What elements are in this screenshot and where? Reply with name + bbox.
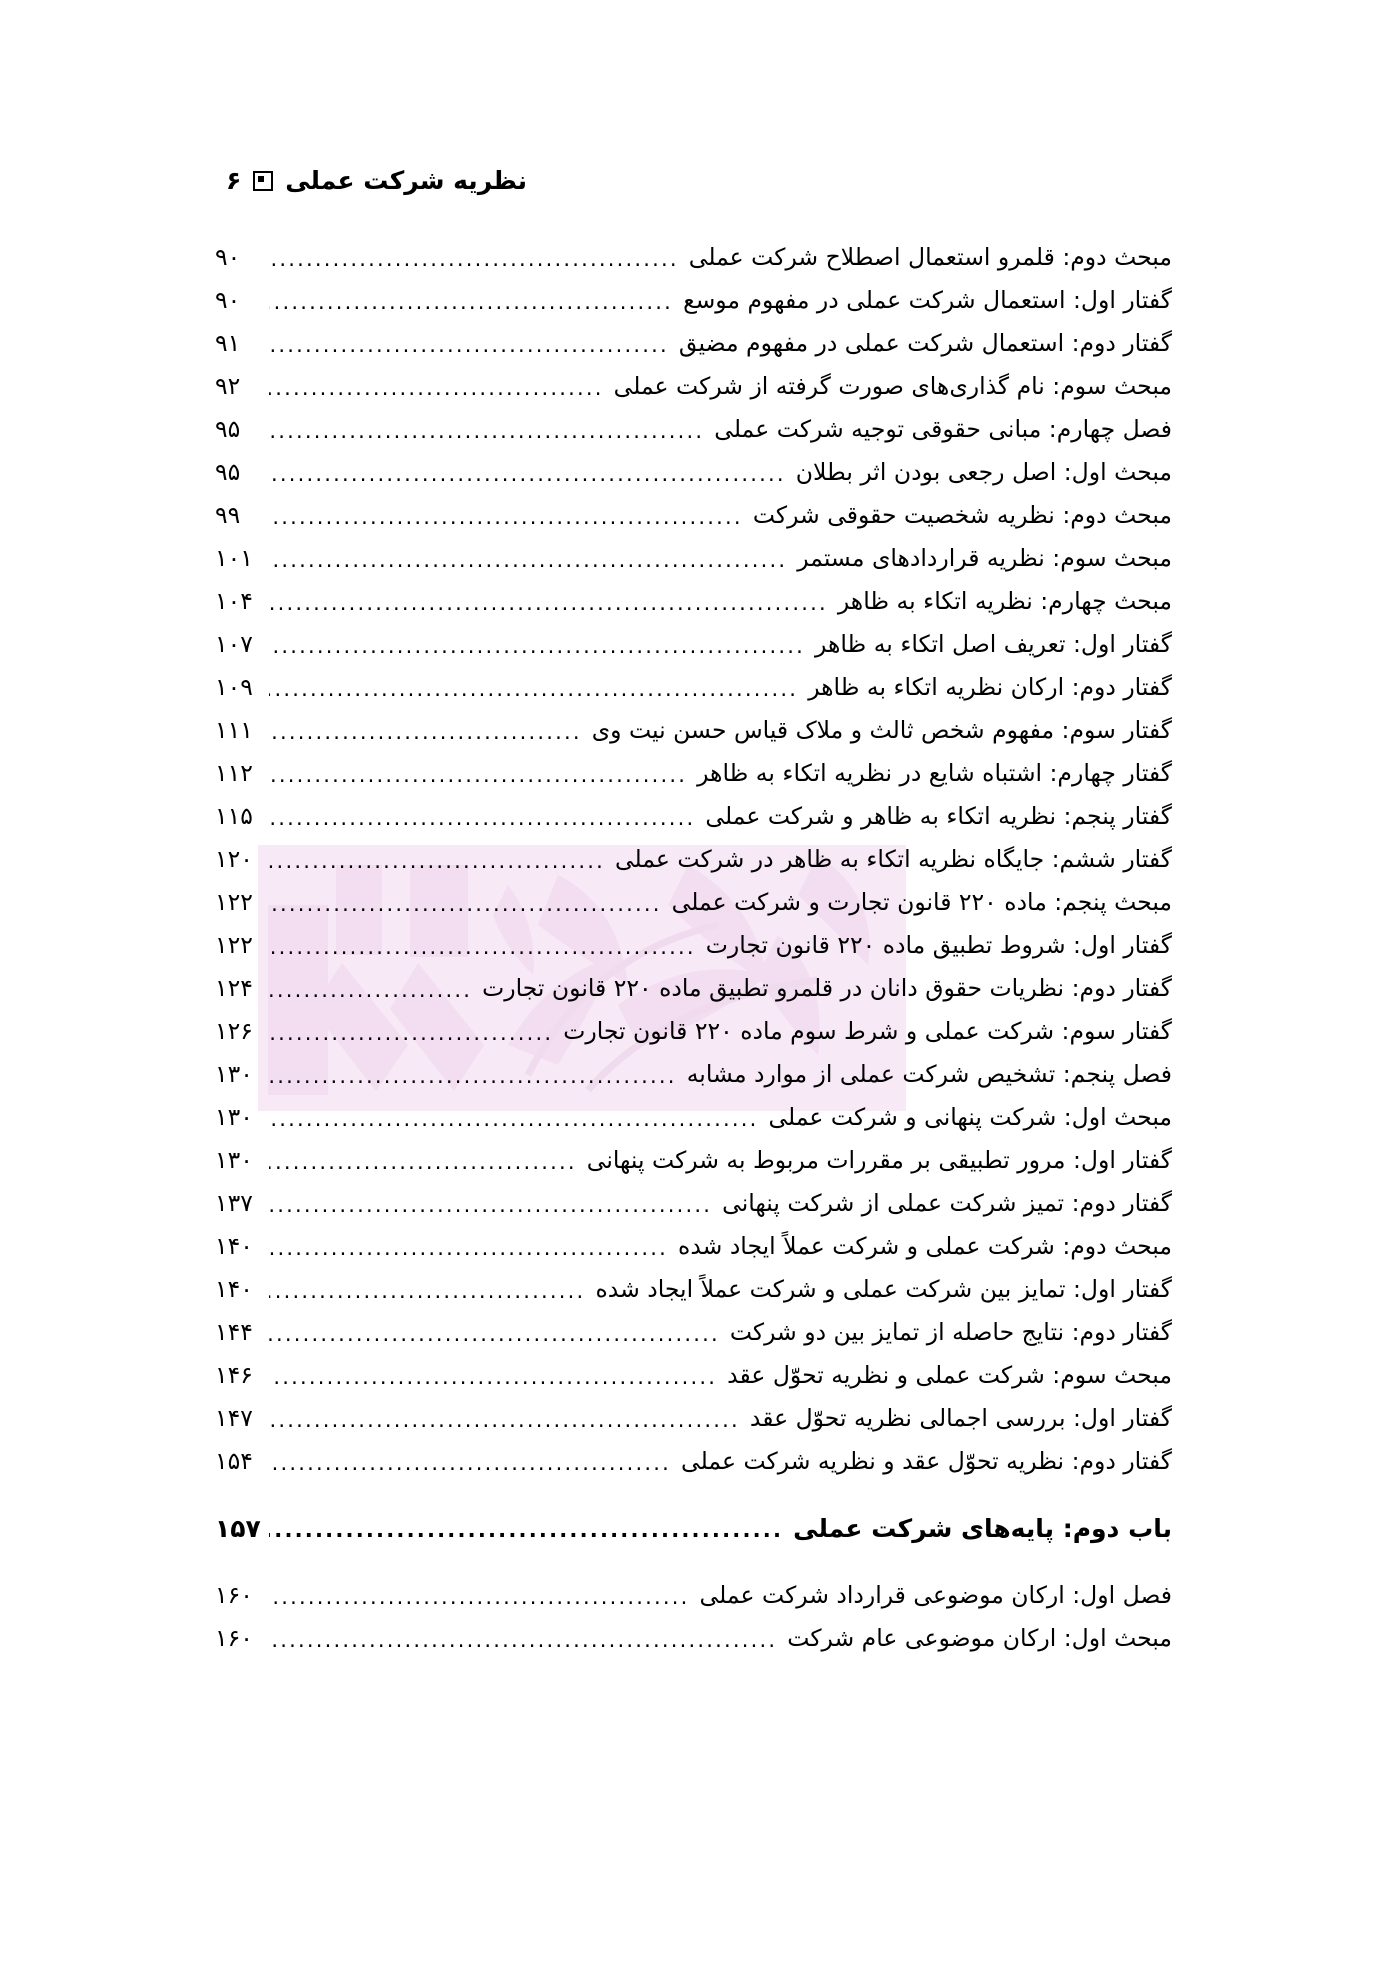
toc-leader-dots bbox=[269, 1584, 690, 1608]
toc-entry[interactable] bbox=[215, 1182, 1172, 1225]
toc-entry-title: گفتار دوم: ارکان نظریه اتکاء به ظاهر bbox=[808, 673, 1172, 701]
toc-leader-dots bbox=[269, 1278, 585, 1302]
toc-leader-dots bbox=[269, 1235, 668, 1259]
toc-leader-dots bbox=[269, 1149, 577, 1173]
toc-entry-page: ۱۵۴ bbox=[215, 1447, 253, 1475]
toc-entry-page: ۹۵ bbox=[215, 415, 241, 443]
toc-entry-page: ۱۶۰ bbox=[215, 1624, 253, 1652]
toc-entry-title: گفتار دوم: تمیز شرکت عملی از شرکت پنهانی bbox=[722, 1189, 1172, 1217]
toc-leader-dots bbox=[269, 1450, 671, 1474]
toc-entry-page: ۹۱ bbox=[215, 329, 241, 357]
toc-entry-title: گفتار دوم: نظریات حقوق دانان در قلمرو تطبیق ماده ۲۲۰ قانون تجارت bbox=[482, 974, 1172, 1002]
toc-entry[interactable] bbox=[215, 1617, 1172, 1660]
toc-entry-page: ۱۴۰ bbox=[215, 1232, 253, 1260]
toc-entry[interactable] bbox=[215, 1096, 1172, 1139]
toc-entry-page: ۱۴۴ bbox=[215, 1318, 253, 1346]
toc-entry-title: مبحث دوم: شرکت عملی و شرکت عملاً ایجاد شده bbox=[678, 1232, 1172, 1260]
toc-entry[interactable] bbox=[215, 408, 1172, 451]
toc-entry-page: ۱۴۷ bbox=[215, 1404, 253, 1432]
toc-entry[interactable] bbox=[215, 1354, 1172, 1397]
toc-entry-title: گفتار اول: مرور تطبیقی بر مقررات مربوط به شرکت پنهانی bbox=[586, 1146, 1172, 1174]
toc-entry-title: گفتار اول: شروط تطبیق ماده ۲۲۰ قانون تجارت bbox=[705, 931, 1172, 959]
toc-leader-dots bbox=[269, 418, 704, 442]
toc-leader-dots bbox=[269, 848, 605, 872]
toc-leader-dots bbox=[269, 1627, 777, 1651]
toc-entry[interactable] bbox=[215, 494, 1172, 537]
header-folio: ۶ bbox=[226, 166, 242, 195]
toc-entry-title: مبحث دوم: قلمرو استعمال اصطلاح شرکت عملی bbox=[688, 243, 1172, 271]
toc-leader-dots bbox=[269, 1020, 553, 1044]
toc-entry-title: گفتار اول: بررسی اجمالی نظریه تحوّل عقد bbox=[749, 1404, 1172, 1432]
toc-entry-page: ۱۰۷ bbox=[215, 630, 253, 658]
toc-entry-title: گفتار ششم: جایگاه نظریه اتکاء به ظاهر در شرکت عملی bbox=[614, 845, 1172, 873]
toc-entry[interactable] bbox=[215, 451, 1172, 494]
toc-leader-dots bbox=[269, 805, 695, 829]
toc-leader-dots bbox=[269, 633, 805, 657]
toc-entry-page: ۱۲۲ bbox=[215, 931, 253, 959]
toc-entry-title: گفتار دوم: نظریه تحوّل عقد و نظریه شرکت عملی bbox=[681, 1447, 1172, 1475]
toc-leader-dots bbox=[269, 719, 582, 743]
toc-entry-title: فصل اول: ارکان موضوعی قرارداد شرکت عملی bbox=[699, 1581, 1172, 1609]
toc-entry-title: گفتار اول: تمایز بین شرکت عملی و شرکت عملاً ایجاد شده bbox=[595, 1275, 1172, 1303]
toc-entry-title: فصل چهارم: مبانی حقوقی توجیه شرکت عملی bbox=[714, 415, 1172, 443]
toc-entry-title: باب دوم: پایه‌های شرکت عملی bbox=[793, 1514, 1172, 1543]
toc-entry-title: گفتار سوم: شرکت عملی و شرط سوم ماده ۲۲۰ قانون تجارت bbox=[563, 1017, 1172, 1045]
header-title: نظریه شرکت عملی bbox=[285, 166, 527, 195]
square-in-square-icon bbox=[253, 171, 273, 191]
table-of-contents bbox=[215, 236, 1172, 1660]
toc-entry[interactable] bbox=[215, 322, 1172, 365]
toc-entry-title: گفتار پنجم: نظریه اتکاء به ظاهر و شرکت عملی bbox=[705, 802, 1172, 830]
toc-leader-dots bbox=[269, 375, 604, 399]
toc-entry-page: ۱۰۴ bbox=[215, 587, 253, 615]
toc-entry-page: ۱۰۱ bbox=[215, 544, 253, 572]
toc-entry-title: مبحث پنجم: ماده ۲۲۰ قانون تجارت و شرکت عملی bbox=[671, 888, 1172, 916]
toc-leader-dots bbox=[269, 332, 669, 356]
toc-entry-title: گفتار چهارم: اشتباه شایع در نظریه اتکاء به ظاهر bbox=[697, 759, 1172, 787]
toc-leader-dots bbox=[269, 1106, 758, 1130]
toc-entry[interactable] bbox=[215, 365, 1172, 408]
toc-entry-page: ۱۲۰ bbox=[215, 845, 253, 873]
toc-entry-page: ۱۱۵ bbox=[215, 802, 253, 830]
toc-entry-page: ۱۶۰ bbox=[215, 1581, 253, 1609]
toc-leader-dots bbox=[269, 547, 787, 571]
toc-leader-dots bbox=[269, 590, 828, 614]
toc-entry-page: ۱۲۶ bbox=[215, 1017, 253, 1045]
toc-entry-title: مبحث اول: ارکان موضوعی عام شرکت bbox=[787, 1624, 1172, 1652]
toc-entry-title: گفتار سوم: مفهوم شخص ثالث و ملاک قیاس حسن نیت وی bbox=[591, 716, 1172, 744]
toc-entry-title: مبحث اول: اصل رجعی بودن اثر بطلان bbox=[795, 458, 1172, 486]
running-header bbox=[226, 168, 1161, 193]
toc-entry[interactable] bbox=[215, 1397, 1172, 1440]
toc-entry-page: ۱۳۷ bbox=[215, 1189, 253, 1217]
toc-leader-dots bbox=[269, 891, 662, 915]
toc-entry[interactable] bbox=[215, 1440, 1172, 1483]
toc-entry-title: مبحث اول: شرکت پنهانی و شرکت عملی bbox=[768, 1103, 1172, 1131]
toc-entry[interactable] bbox=[215, 752, 1172, 795]
toc-entry-page: ۹۰ bbox=[215, 286, 241, 314]
toc-leader-dots bbox=[269, 1407, 740, 1431]
toc-entry[interactable] bbox=[215, 709, 1172, 752]
toc-entry[interactable] bbox=[215, 1225, 1172, 1268]
toc-leader-dots bbox=[269, 762, 687, 786]
toc-entry[interactable] bbox=[215, 236, 1172, 279]
toc-entry[interactable] bbox=[215, 537, 1172, 580]
toc-entry-page: ۱۱۲ bbox=[215, 759, 253, 787]
toc-entry-page: ۱۱۱ bbox=[215, 716, 253, 744]
toc-leader-dots bbox=[269, 676, 798, 700]
toc-entry[interactable] bbox=[215, 1139, 1172, 1182]
toc-entry-title: گفتار اول: تعریف اصل اتکاء به ظاهر bbox=[815, 630, 1172, 658]
toc-entry[interactable] bbox=[215, 1311, 1172, 1354]
toc-entry-title: مبحث سوم: نام گذاری‌های صورت گرفته از شرکت عملی bbox=[613, 372, 1172, 400]
toc-entry[interactable] bbox=[215, 967, 1172, 1010]
toc-entry[interactable] bbox=[215, 623, 1172, 666]
toc-leader-dots bbox=[269, 246, 679, 270]
toc-entry-title: فصل پنجم: تشخیص شرکت عملی از موارد مشابه bbox=[686, 1060, 1172, 1088]
toc-leader-dots bbox=[269, 461, 786, 485]
toc-leader-dots bbox=[269, 1192, 712, 1216]
toc-leader-dots bbox=[269, 977, 472, 1001]
toc-leader-dots bbox=[269, 1516, 783, 1541]
toc-entry-title: گفتار دوم: نتایج حاصله از تمایز بین دو شرکت bbox=[729, 1318, 1172, 1346]
toc-entry-page: ۱۰۹ bbox=[215, 673, 253, 701]
toc-entry-page: ۱۲۴ bbox=[215, 974, 253, 1002]
toc-entry-page: ۹۰ bbox=[215, 243, 241, 271]
toc-entry-page: ۹۵ bbox=[215, 458, 241, 486]
toc-entry-part-heading[interactable] bbox=[215, 1507, 1172, 1550]
toc-leader-dots bbox=[269, 1321, 720, 1345]
toc-entry[interactable] bbox=[215, 1010, 1172, 1053]
toc-entry[interactable] bbox=[215, 279, 1172, 322]
toc-entry-page: ۱۳۰ bbox=[215, 1146, 253, 1174]
toc-entry[interactable] bbox=[215, 795, 1172, 838]
toc-entry[interactable] bbox=[215, 1574, 1172, 1617]
toc-entry[interactable] bbox=[215, 580, 1172, 623]
toc-entry-page: ۱۳۰ bbox=[215, 1103, 253, 1131]
toc-entry-page: ۹۹ bbox=[215, 501, 241, 529]
toc-entry-page: ۱۵۷ bbox=[215, 1514, 261, 1543]
toc-entry-page: ۱۳۰ bbox=[215, 1060, 253, 1088]
toc-leader-dots bbox=[269, 934, 696, 958]
toc-leader-dots bbox=[269, 289, 673, 313]
toc-entry[interactable] bbox=[215, 838, 1172, 881]
toc-entry[interactable] bbox=[215, 1053, 1172, 1096]
toc-entry-page: ۱۴۰ bbox=[215, 1275, 253, 1303]
toc-entry-title: مبحث دوم: نظریه شخصیت حقوقی شرکت bbox=[752, 501, 1172, 529]
toc-entry[interactable] bbox=[215, 1268, 1172, 1311]
toc-entry[interactable] bbox=[215, 881, 1172, 924]
toc-entry-title: مبحث سوم: شرکت عملی و نظریه تحوّل عقد bbox=[727, 1361, 1172, 1389]
toc-entry-page: ۹۲ bbox=[215, 372, 241, 400]
toc-entry[interactable] bbox=[215, 924, 1172, 967]
toc-entry-title: مبحث چهارم: نظریه اتکاء به ظاهر bbox=[837, 587, 1172, 615]
toc-entry-page: ۱۲۲ bbox=[215, 888, 253, 916]
toc-entry-title: گفتار دوم: استعمال شرکت عملی در مفهوم مضیق bbox=[678, 329, 1172, 357]
toc-entry-page: ۱۴۶ bbox=[215, 1361, 253, 1389]
toc-entry-title: مبحث سوم: نظریه قراردادهای مستمر bbox=[797, 544, 1172, 572]
toc-leader-dots bbox=[269, 1364, 717, 1388]
toc-leader-dots bbox=[269, 1063, 677, 1087]
toc-leader-dots bbox=[269, 504, 743, 528]
toc-entry-title: گفتار اول: استعمال شرکت عملی در مفهوم موسع bbox=[683, 286, 1172, 314]
toc-entry[interactable] bbox=[215, 666, 1172, 709]
